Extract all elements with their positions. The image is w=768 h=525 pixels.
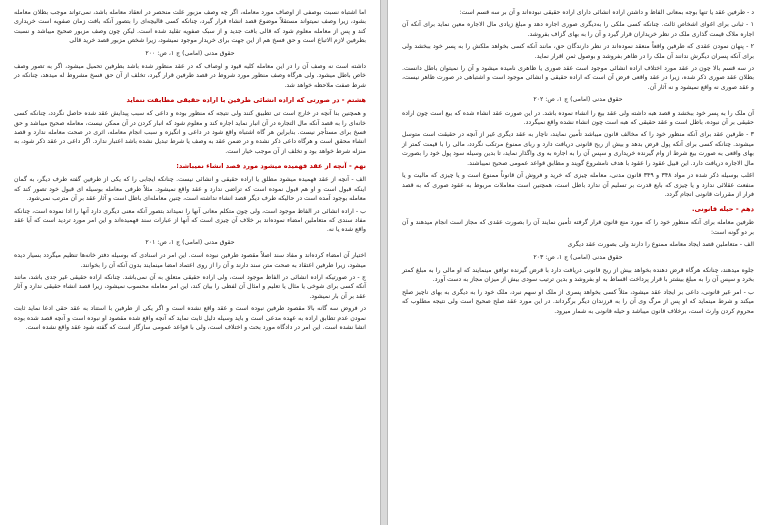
section-heading: نهم - آنچه از عقد فهمیده میشود مورد قصد انشاء نمیباشد: [176, 162, 366, 171]
paragraph: ب - اراده انشائی در الفاظ موجود است، ولی چون متکلم معانی آنها را نمیداند بتصور آنکه معنی دیگری دارد آنها را ادا نموده است، چنانکه مفاد سندی که متعاملین امضاء نموده‌اند بر خلاف آن چیزی است که آنها از عبارات سند فهمیده‌اند و این امر مورد تردید است که آیا عقد واقع شده یا نه. [14, 207, 366, 234]
paragraph: در سه قسم بالا چون در عقد مورد اختلاف اراده انشائی موجود است عقد صوری یا ظاهری نامیده میشود و آن را نمیتوان باطل دانست. بطلان عقد صوری ذکر شده، زیرا در عقد واقعی فرض آن است که اراده حقیقی و انشائی موجود است و اشتباهی در صورت ظاهر نیست، و عقد صوری نه واقع نمیشود و نه آثار آن. [402, 65, 754, 91]
paragraph: اما اشتباه نسبت بوصفی از اوصاف مورد معامله، اگر چه وصف مزبور علت منحصر در انعقاد معامله باشد، نمی‌تواند موجب بطلان معامله بشود، زیرا وصف نمیتواند مستقلاً موضوع قصد انشاء قرار گیرد، چنانکه کسی قالیچه‌ای را بتصور آنکه بافت زمان صفویه است خریداری کند و پس از معامله معلوم شود که قالی بافت جدید و از سبک صفویه تقلید شده است. لیکن چون وصف مزبور صحیح میباشد و نسبت بطرفین لازم الاتباع است و حق فسخ هم از این جهت برای خریدار موجود نمیشود، زیرا شخص مزبور قصد خرید قالی [14, 9, 366, 45]
paragraph: ۳ - طرفین عقد برای آنکه منظور خود را که مخالف قانون میباشد تأمین نمایند، ناچار به عقد دیگری غیر از آنچه در حقیقت است متوسل میشوند. چنانکه کسی برای آنکه پول قرض بدهد و بیش از ربح قانونی دریافت دارد و ربای ممنوع مرتکب نگردد، مالی را با قیمت کمتر از بهای واقعی به صورت بیع شرط از وام گیرنده خریداری و سپس آن را به اجاره به وی واگذار نماید، تا بدین وسیله سود پول خود را بصورت مال الاجاره دریافت دارد. این قبیل عقود را عقود با هدف نامشروع گویند و مطابق قواعد عمومی صحیح نمیباشند. [402, 131, 754, 167]
paragraph: طرفین معامله برای آنکه منظور خود را که مورد منع قانون قرار گرفته تأمین نمایند آن را بصورت عقدی که مجاز است انجام میدهند و آن بر دو گونه است: [402, 219, 754, 236]
paragraph: الف - متعاملین قصد ایجاد معامله ممنوع را دارند ولی بصورت عقد دیگری [567, 241, 754, 249]
page-citation: حقوق مدنی (امامی) ج ۱، ص: ۲۰۰ [145, 49, 235, 57]
paragraph: در فروض سه گانه بالا مقصود طرفین نبوده است و عقد واقع نشده است و اگر یکی از طرفین با استناد به عقد حقی ادعا نماید ثابت نمودن عدم تطابق اراده به عهده مدعی است و باید وسیله دلیل ثابت نماید که آنچه واقع شده مقصود او نبوده است و آنچه قصد شده بوده انشا نشده است. این امر در دادگاه مورد بحث و اختلاف است، ولی با قواعد عمومی سازگار است که گفته شود عقد واقع نشده است. [14, 305, 366, 331]
page-citation: حقوق مدنی (امامی) ج ۱، ص: ۲۰۲ [533, 96, 623, 104]
paragraph: داشته است نه وصف آن را در این معامله کلیه قیود و اوصاف که در عقد منظور شده باشد بطرفین تحمیل میشود، اگر به تصور وصف خاص باطل میشود. ولی هرگاه وصف منظور مورد شروط در قصد طرفین قرار گیرد، تخلف از آن حق فسخ مشروط له میدهد، چنانکه در شرط صفت ملاحظه خواهد شد. [14, 63, 366, 89]
paragraph: ج - در صورتیکه اراده انشائی در الفاظ موجود است، ولی اراده حقیقی متعلق به آن نمی‌باشد. چنانکه اراده حقیقی غیر جدی باشد، مانند آنکه کسی برای شوخی یا مثال یا تعلیم و امثال آن لفظی را بیان کند، این امر معامله محسوب نمیشود، زیرا قصد انشاء حقیقی ندارد و آثار عقد بر آن بار نمیشود. [14, 273, 366, 300]
right-page [387, 0, 768, 525]
section-heading: دهم - حیله قانونی. [692, 205, 754, 214]
paragraph: آن ملک را به پسر خود ببخشد و قصد هبه داشته ولی عقد بیع را انشاء نموده باشد. در این صورت عقد انشاء شده که بیع است چون اراده حقیقی بر آن نبوده، باطل است و عقد حقیقی که هبه است چون انشاء نشده واقع نمیگردد. [402, 109, 754, 127]
paragraph: و همچنین بنا آنچه در خارج است تی تطبیق کنند ولی نتیجه که منظور بوده و داعی که سبب پیدایش عقد شده حاصل نگردد، چنانکه کسی خانه‌ای را به قصد آنکه مال التجاره در آن انبار نماید اجاره کند و معلوم شود که انبار کردن در آن ممکن نیست، معامله صحیح میباشد و حق فسخ برای مستأجر نیست. بنابراین هر گاه اشتباه واقع شود در داعی و انگیزه و سبب انجام معامله، اثری در صحت معامله ندارد و قصد انشاء محقق است و هرگاه داعی ذکر نشده و در ضمن عقد به وصف یا شرط تبدیل نشده باشد اعتبار ندارد. اگر داعی در عقد ذکر شود، به منزله شرط خواهد بود و تخلف از آن موجب خیار است. [14, 110, 366, 155]
paragraph: اغلب بوسیله ذکر شده در مواد ۳۴۸ و ۳۴۹ قانون مدنی، معامله چیزی که خرید و فروش آن قانوناً ممنوع است و یا چیزی که مالیت و یا منفعت عقلائی ندارد و یا چیزی که بایع قدرت بر تسلیم آن ندارد باطل است، همچنین است معاملات مربوط به عقود صوری که به قصد فرار از مقررات قانونی انجام گردد. [402, 172, 754, 198]
paragraph: جلوه میدهند، چنانکه هرگاه قرض دهنده بخواهد بیش از ربح قانونی دریافت دارد با قرض گیرنده توافق مینمایند که او مالی را به مبلغ کمتر بخرد و سپس آن را به مبلغ بیشتر با قرار پرداخت اقساط به او بفروشد و بدین ترتیب سودی بیش از میزان مجاز به دست آورد. [402, 266, 754, 284]
left-page [0, 0, 381, 525]
paragraph: الف - آنچه از عقد فهمیده میشود مطلق یا اراده حقیقی و انشائی نیست. چنانکه ایجابی را که یکی از طرفین گفته طرف دیگر، به گمان اینکه قبول است و او هم قبول نموده است که تراضی ندارد و عقد واقع نمیشود. مثلاً طرفی معامله بوسیله ای قبول خود تصور کند که معامله بوجود آمده است در حالیکه طرف دیگر قصد انشاء نداشته است، چنین معامله‌ای باطل است و آثار عقد بر آن مترتب نمی‌شود. [14, 176, 366, 203]
section-heading: هشتم - در صورتی که اراده انشائی طرفین با اراده حقیقی مطابقت ننماید [126, 96, 366, 105]
paragraph: ب - امر غیر قانونی، داعی بر ایجاد عقد میشود، مثلاً کسی بخواهد پسری از ملک او سهم نبرد، ملک خود را به دیگری به بهای ناچیز صلح میکند و شرط مینماید که او پس از مرگ وی آن را به فرزندان دیگر برگرداند. در این مورد عقد صلح صحیح است ولی نتیجه مطلوب که محروم کردن وارث است، برخلاف قانون میباشد و حیله قانونی به شمار میرود. [402, 288, 754, 315]
page-citation: حقوق مدنی (امامی) ج ۱، ص: ۲۰۱ [145, 238, 235, 246]
paragraph: ۲ - پنهان نمودن عقدی که طرفین واقعاً منعقد نموده‌اند در نظر دارندگان حق، مانند آنکه کسی بخواهد ملکش را به پسر خود ببخشد ولی برای آنکه پسران دیگرش ندانند آن ملک را در ظاهر بفروشد و بوصول ثمن اقرار نماید. [402, 43, 754, 60]
paragraph: د - طرفین عقد یا تنها بوجه بمعانی الفاظ و داشتن اراده انشائی دارای اراده حقیقی نبوده‌اند و آن بر سه قسم است: [459, 9, 754, 16]
page-citation: حقوق مدنی (امامی) ج ۱، ص: ۲۰۳ [533, 253, 623, 261]
paragraph: اختیار آن امضاء کرده‌اند و مفاد سند اصلاً مقصود طرفین نبوده است. این امر در اسنادی که بوسیله دفتر خانه‌ها تنظیم میگردد بسیار دیده میشود، زیرا طرفین اعتقاد به صحت متن سند دارند و آن را از روی اعتماد امضا مینمایند بدون آنکه آن را بخوانند. [14, 252, 366, 269]
paragraph: ۱ - ثبانی برای اغوای اشخاص ثالث. چنانکه کسی ملکی را به‌دیگری صوری اجاره دهد و مبلغ زیادی مال الاجاره معین نماید برای آنکه آن اجاره ملاک قیمت گذاری ملک در نظر خریداران قرار گیرد و آن را به بهای گزاف بفروشد. [402, 21, 754, 38]
